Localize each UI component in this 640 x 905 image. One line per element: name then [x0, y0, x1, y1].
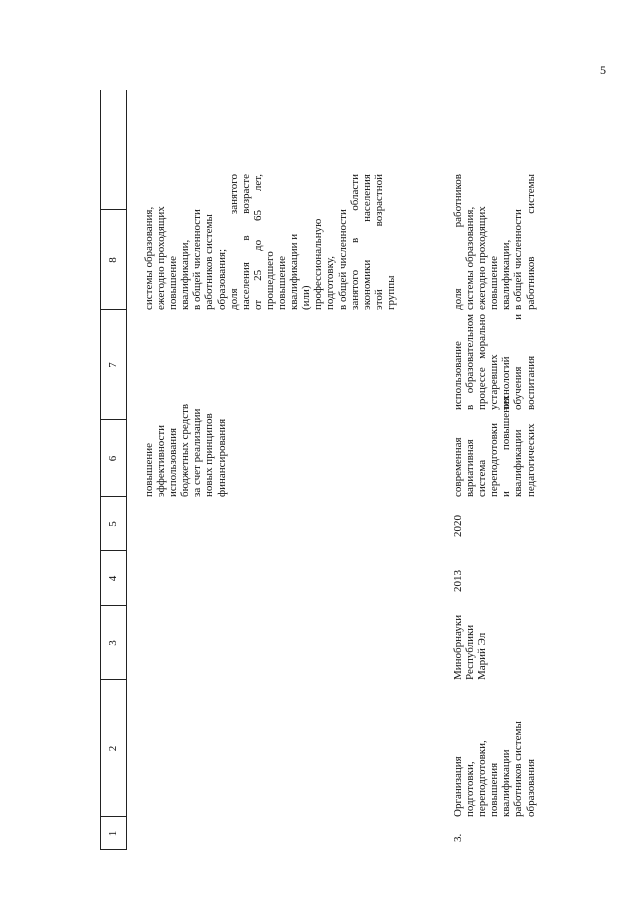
row-3-responsible: Минобрнауки Республики Марий Эл — [452, 614, 489, 680]
row-3-start-year: 2013 — [452, 570, 464, 592]
column-header-6: 6 — [107, 455, 119, 462]
page-number: 5 — [600, 63, 606, 77]
column-header-4: 4 — [107, 575, 119, 582]
continued-col6-text: повышение эффективности использования бюджетных средств за счет реализации новых принципов финансирования — [143, 403, 228, 497]
column-header-1: 1 — [107, 830, 119, 837]
row-3-indicators: доля работников системы образования, ежегодно проходящих повышение квалификации, в общей численности работников системы — [452, 174, 537, 310]
column-header-7: 7 — [107, 362, 119, 368]
table-header-border — [126, 90, 127, 850]
row-3-expected-result: современная вариативная система переподготовки и повышения квалификации педагогических — [452, 396, 537, 497]
column-header-5: 5 — [107, 521, 119, 527]
row-3-consequences: использование в образовательном процессе морально устаревших технологий обучения и воспитания — [452, 314, 537, 410]
row-3-end-year: 2020 — [452, 515, 464, 537]
column-header-2: 2 — [107, 745, 119, 752]
row-3-activity: Организация подготовки, переподготовки, повышения квалификации работников системы образования — [452, 721, 537, 817]
column-header-8: 8 — [107, 257, 119, 263]
rotated-table-frame — [100, 90, 573, 850]
row-3-number: 3. — [452, 833, 464, 842]
table — [100, 90, 573, 850]
column-header-3: 3 — [107, 640, 119, 646]
continued-col8-text: системы образования, ежегодно проходящих повышение квалификации, в общей численности работников системы образования; доля занятого населения в возрасте от 25 до 65 лет, прошедшего повышение квалификации и (или) профессиональную подготовку, в общей численности занятого в области экономики населения этой возрастной группы — [143, 174, 397, 310]
